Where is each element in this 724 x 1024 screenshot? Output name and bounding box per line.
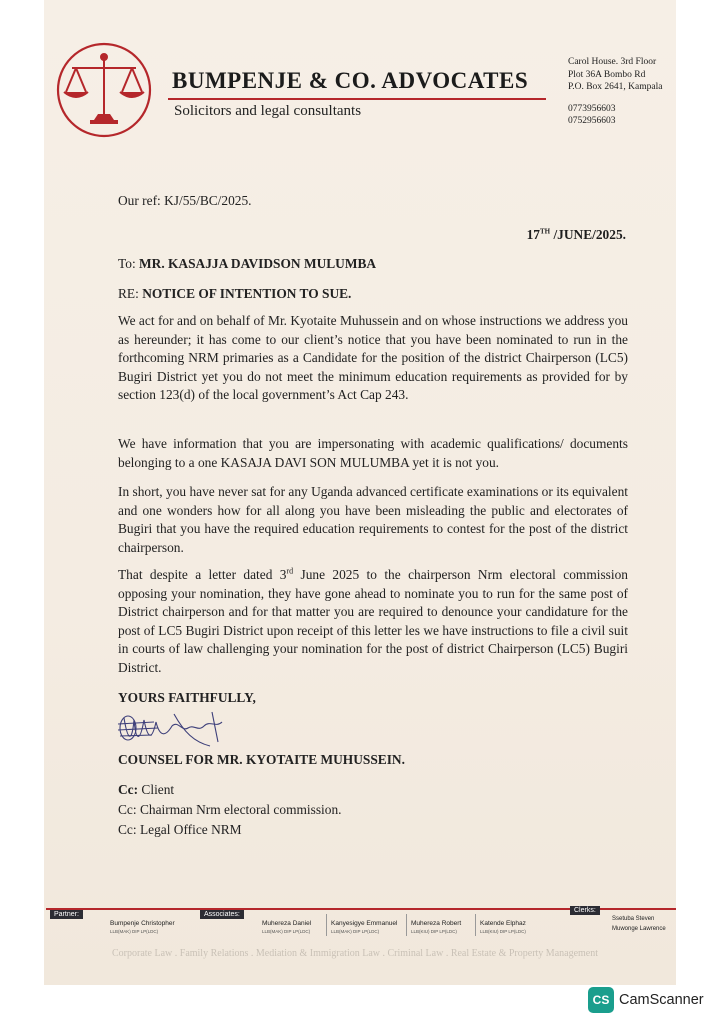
associate-name: Kanyesigye Emmanuel LLB(MAK) DIP LP(LDC) (331, 920, 398, 934)
camscanner-label: CamScanner (619, 992, 704, 1008)
reference-number: Our ref: KJ/55/BC/2025. (118, 193, 252, 208)
camscanner-watermark (588, 987, 704, 1013)
body-paragraph-3: In short, you have never sat for any Uganda advanced certificate examinations or its equivalent and one wonders how for all along you have been misleading the public and electorates of Bugiri that you have the required education requirements to contest for the post of the district chairperson. (118, 484, 628, 555)
phone-number: 0752956603 (568, 116, 616, 126)
associate-name: Katende Elphaz LLB(KIU) DIP LP(LDC) (480, 920, 526, 934)
divider (406, 914, 407, 936)
firm-tagline: Solicitors and legal consultants (174, 103, 362, 119)
divider (475, 914, 476, 936)
clerk-name: Muwonge Lawrence (612, 926, 666, 932)
closing-salutation: YOURS FAITHFULLY, (118, 690, 256, 705)
cc-electoral-commission: Cc: Chairman Nrm electoral commission. (118, 802, 342, 817)
body-paragraph-2: We have information that you are impersonating with academic qualifications/ documents belonging to a one KASAJA DAVI SON MULUMBA yet it is not you. (118, 436, 628, 470)
handwritten-signature (114, 702, 234, 752)
cc-client: Cc: Client (118, 782, 175, 797)
camscanner-icon: CS (588, 987, 614, 1013)
subject-line: RE: NOTICE OF INTENTION TO SUE. (118, 286, 352, 301)
associate-name: Muhereza Robert LLB(KIU) DIP LP(LDC) (411, 920, 462, 934)
recipient: To: MR. KASAJJA DAVIDSON MULUMBA (118, 256, 377, 271)
body-paragraph-1: We act for and on behalf of Mr. Kyotaite Muhussein and on whose instructions we address you as hereunder; it has come to our client’s notice that you have been nominated to run in the forthcoming NRM primaries as a Candidate for the position of the district Chairperson (LC5) Bugiri District yet you do not meet the minimum education requirements as provided for by section 123(d) of the local government’s Act Cap 243. (118, 313, 628, 403)
practice-areas: Corporate Law . Family Relations . Mediation & Immigration Law . Criminal Law . Real Estate & Property Management (112, 948, 599, 959)
firm-name: BUMPENJE & CO. ADVOCATES (172, 68, 529, 93)
clerk-name: Ssetuba Steven (612, 916, 655, 922)
cc-legal-office: Cc: Legal Office NRM (118, 822, 242, 837)
body-paragraph-4: That despite a letter dated 3rd June 2025 to the chairperson Nrm electoral commission opposing your nomination, they have gone ahead to nominate you to run for the same post of District chairperson and for that matter you are required to denounce your candidature for the post of LC5 Bugiri District upon receipt of this letter les we have instructions to file a civil suit in courts of law challenging your nomination for the post of district Chairperson (LC5) Bugiri District. (118, 566, 628, 675)
scales-of-justice-logo (54, 40, 154, 140)
phone-number: 0773956603 (568, 103, 616, 114)
letter-date: 17TH /JUNE/2025. (526, 227, 626, 242)
divider (326, 914, 327, 936)
signatory: COUNSEL FOR MR. KYOTAITE MUHUSSEIN. (118, 752, 405, 767)
letterhead-rule (168, 98, 546, 100)
partner-tag: Partner: (50, 910, 83, 919)
address-line: P.O. Box 2641, Kampala (568, 82, 663, 92)
partner-name: Bumpenje Christopher LLB(MAK) DIP LP(LDC) (110, 920, 175, 934)
associates-tag: Associates: (200, 910, 244, 919)
address-line: Carol House. 3rd Floor (568, 57, 657, 67)
clerks-tag: Clerks: (570, 906, 600, 915)
address-line: Plot 36A Bombo Rd (568, 69, 646, 80)
associate-name: Muhereza Daniel LLB(MAK) DIP LP(LDC) (262, 920, 312, 934)
firm-address (568, 56, 662, 128)
